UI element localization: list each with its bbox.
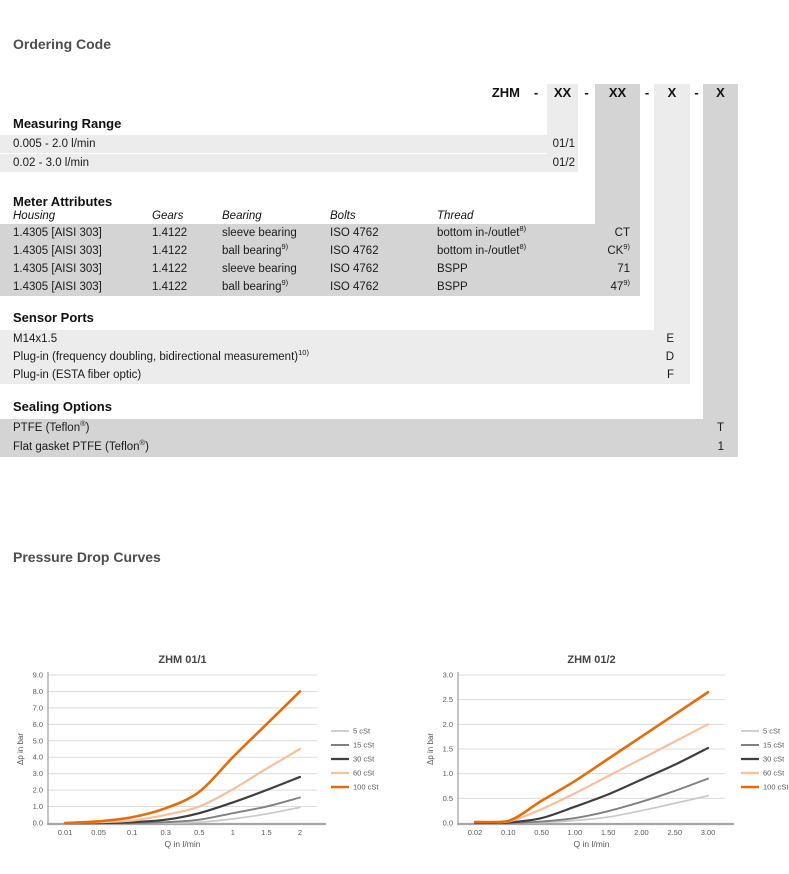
cell-thread: BSPP	[437, 281, 468, 293]
svg-text:15 cSt: 15 cSt	[353, 740, 375, 750]
code-token-meter: XX	[608, 85, 627, 100]
svg-text:Q in l/min: Q in l/min	[573, 839, 610, 849]
svg-text:1.0: 1.0	[32, 802, 43, 812]
pressure-chart-zhm-01-2	[420, 643, 789, 868]
svg-text:0.50: 0.50	[534, 828, 549, 837]
cell-gears: 1.4122	[152, 245, 188, 257]
section-heading-measuring-range: Measuring Range	[13, 116, 122, 131]
svg-text:30 cSt: 30 cSt	[353, 754, 375, 764]
section-heading-sensor-ports: Sensor Ports	[13, 310, 94, 325]
cell-housing: 1.4305 [AISI 303]	[13, 263, 102, 275]
cell-bearing: ball bearing$^{9)}$	[222, 278, 289, 293]
svg-text:9.0: 9.0	[32, 670, 43, 680]
svg-text:3.0: 3.0	[32, 769, 43, 779]
svg-text:0.5: 0.5	[442, 793, 453, 803]
svg-text:Q in l/min: Q in l/min	[164, 839, 201, 849]
code-token-sensor: X	[667, 85, 677, 100]
svg-text:1.5: 1.5	[261, 828, 272, 837]
svg-text:5 cSt: 5 cSt	[353, 726, 371, 736]
meter-code: CT	[614, 227, 630, 239]
pressure-chart-zhm-01-1	[10, 643, 405, 868]
cell-gears: 1.4122	[152, 263, 188, 275]
svg-text:1: 1	[230, 828, 235, 837]
code-separator: -	[694, 85, 699, 100]
column-header-bolts: Bolts	[330, 210, 356, 222]
cell-thread: bottom in-/outlet$^{8)}$	[437, 224, 527, 239]
cell-housing: 1.4305 [AISI 303]	[13, 227, 102, 239]
cell-bearing: ball bearing$^{9)}$	[222, 242, 289, 257]
measuring-range-code: 01/1	[552, 138, 575, 150]
code-token-sealing: X	[716, 85, 725, 100]
svg-text:7.0: 7.0	[32, 703, 43, 713]
meter-code: 71	[617, 263, 630, 275]
cell-bolts: ISO 4762	[330, 263, 379, 275]
svg-text:1.00: 1.00	[567, 828, 583, 837]
table-row	[0, 278, 640, 296]
sensor-port-code: E	[666, 333, 674, 345]
svg-text:60 cSt: 60 cSt	[763, 768, 785, 778]
table-row	[0, 260, 640, 278]
cell-bearing: sleeve bearing	[222, 263, 297, 275]
svg-text:2.0: 2.0	[442, 719, 453, 729]
meter-column-header	[0, 209, 640, 224]
table-row	[0, 224, 640, 242]
cell-gears: 1.4122	[152, 227, 188, 239]
table-row	[0, 366, 690, 384]
svg-text:0.02: 0.02	[467, 828, 483, 837]
measuring-range-label: 0.02 - 3.0 l/min	[13, 157, 90, 169]
column-header-bearing: Bearing	[222, 210, 262, 222]
sensor-port-label: Plug-in (frequency doubling, bidirectional measurement)$^{10)}$	[13, 348, 309, 363]
cell-thread: BSPP	[437, 263, 468, 275]
svg-text:0.1: 0.1	[126, 828, 138, 837]
svg-text:1.50: 1.50	[600, 828, 616, 837]
svg-text:0.3: 0.3	[160, 828, 171, 837]
svg-text:Δp in bar: Δp in bar	[426, 732, 435, 766]
sensor-port-label: Plug-in (ESTA fiber optic)	[13, 369, 142, 381]
section-heading-meter-attributes: Meter Attributes	[13, 194, 113, 209]
svg-text:5.0: 5.0	[32, 736, 43, 746]
svg-text:100 cSt: 100 cSt	[763, 782, 789, 792]
table-row	[0, 242, 640, 260]
sensor-port-label: M14x1.5	[13, 333, 58, 345]
page-title: Ordering Code	[13, 36, 112, 52]
svg-text:15 cSt: 15 cSt	[763, 740, 785, 750]
svg-text:3.0: 3.0	[442, 670, 453, 680]
svg-text:0.5: 0.5	[194, 828, 205, 837]
meter-code: CK$^{9)}$	[607, 242, 630, 257]
svg-text:ZHM 01/2: ZHM 01/2	[567, 654, 616, 666]
svg-text:0.10: 0.10	[500, 828, 516, 837]
cell-bearing: sleeve bearing	[222, 227, 297, 239]
svg-text:6.0: 6.0	[32, 719, 43, 729]
cell-thread: bottom in-/outlet$^{8)}$	[437, 242, 527, 257]
column-header-thread: Thread	[437, 210, 474, 222]
sealing-option-code: T	[716, 422, 724, 434]
svg-text:2.50: 2.50	[667, 828, 683, 837]
cell-bolts: ISO 4762	[330, 245, 379, 257]
svg-text:5 cSt: 5 cSt	[763, 726, 781, 736]
measuring-range-code: 01/2	[552, 157, 575, 169]
table-row	[0, 135, 578, 153]
sensor-port-code: D	[665, 351, 674, 363]
cell-bolts: ISO 4762	[330, 281, 379, 293]
svg-text:2.0: 2.0	[32, 785, 43, 795]
svg-text:60 cSt: 60 cSt	[353, 768, 375, 778]
code-token-measuring: XX	[553, 85, 572, 100]
cell-housing: 1.4305 [AISI 303]	[13, 245, 102, 257]
sealing-option-code: 1	[717, 441, 724, 453]
table-row	[0, 438, 738, 457]
svg-text:100 cSt: 100 cSt	[353, 782, 379, 792]
sealing-option-label: PTFE (Teflon®)	[13, 419, 90, 434]
code-separator: -	[533, 85, 539, 100]
table-row	[0, 330, 690, 348]
code-separator: -	[644, 85, 650, 100]
code-prefix: ZHM	[491, 85, 520, 100]
table-row	[0, 348, 690, 366]
svg-text:0.05: 0.05	[91, 828, 106, 837]
svg-text:30 cSt: 30 cSt	[763, 754, 785, 764]
cell-gears: 1.4122	[152, 281, 188, 293]
cell-bolts: ISO 4762	[330, 227, 379, 239]
svg-text:0.0: 0.0	[442, 818, 453, 828]
svg-text:3.00: 3.00	[700, 828, 716, 837]
column-header-housing: Housing	[13, 210, 56, 222]
meter-code: 47$^{9)}$	[610, 278, 630, 293]
svg-text:8.0: 8.0	[32, 686, 43, 696]
svg-text:4.0: 4.0	[32, 752, 43, 762]
code-separator: -	[584, 85, 589, 100]
svg-text:2: 2	[297, 828, 303, 837]
code-band-sealing	[703, 84, 738, 457]
section-title-pressure-drop-curves: Pressure Drop Curves	[13, 549, 161, 565]
sealing-option-label: Flat gasket PTFE (Teflon®)	[13, 438, 149, 453]
table-row	[0, 419, 738, 438]
svg-text:2.00: 2.00	[634, 828, 649, 837]
table-row	[0, 154, 578, 172]
svg-text:1.5: 1.5	[442, 744, 453, 754]
measuring-range-label: 0.005 - 2.0 l/min	[13, 138, 96, 150]
sensor-port-code: F	[666, 369, 674, 381]
column-header-gears: Gears	[152, 210, 184, 222]
svg-text:0.01: 0.01	[57, 828, 73, 837]
cell-housing: 1.4305 [AISI 303]	[13, 281, 102, 293]
svg-text:2.5: 2.5	[442, 695, 453, 705]
section-heading-sealing-options: Sealing Options	[13, 399, 112, 414]
svg-text:Δp in bar: Δp in bar	[16, 732, 25, 766]
svg-text:ZHM 01/1: ZHM 01/1	[158, 654, 207, 666]
svg-text:1.0: 1.0	[442, 769, 453, 779]
svg-text:0.0: 0.0	[32, 818, 43, 828]
